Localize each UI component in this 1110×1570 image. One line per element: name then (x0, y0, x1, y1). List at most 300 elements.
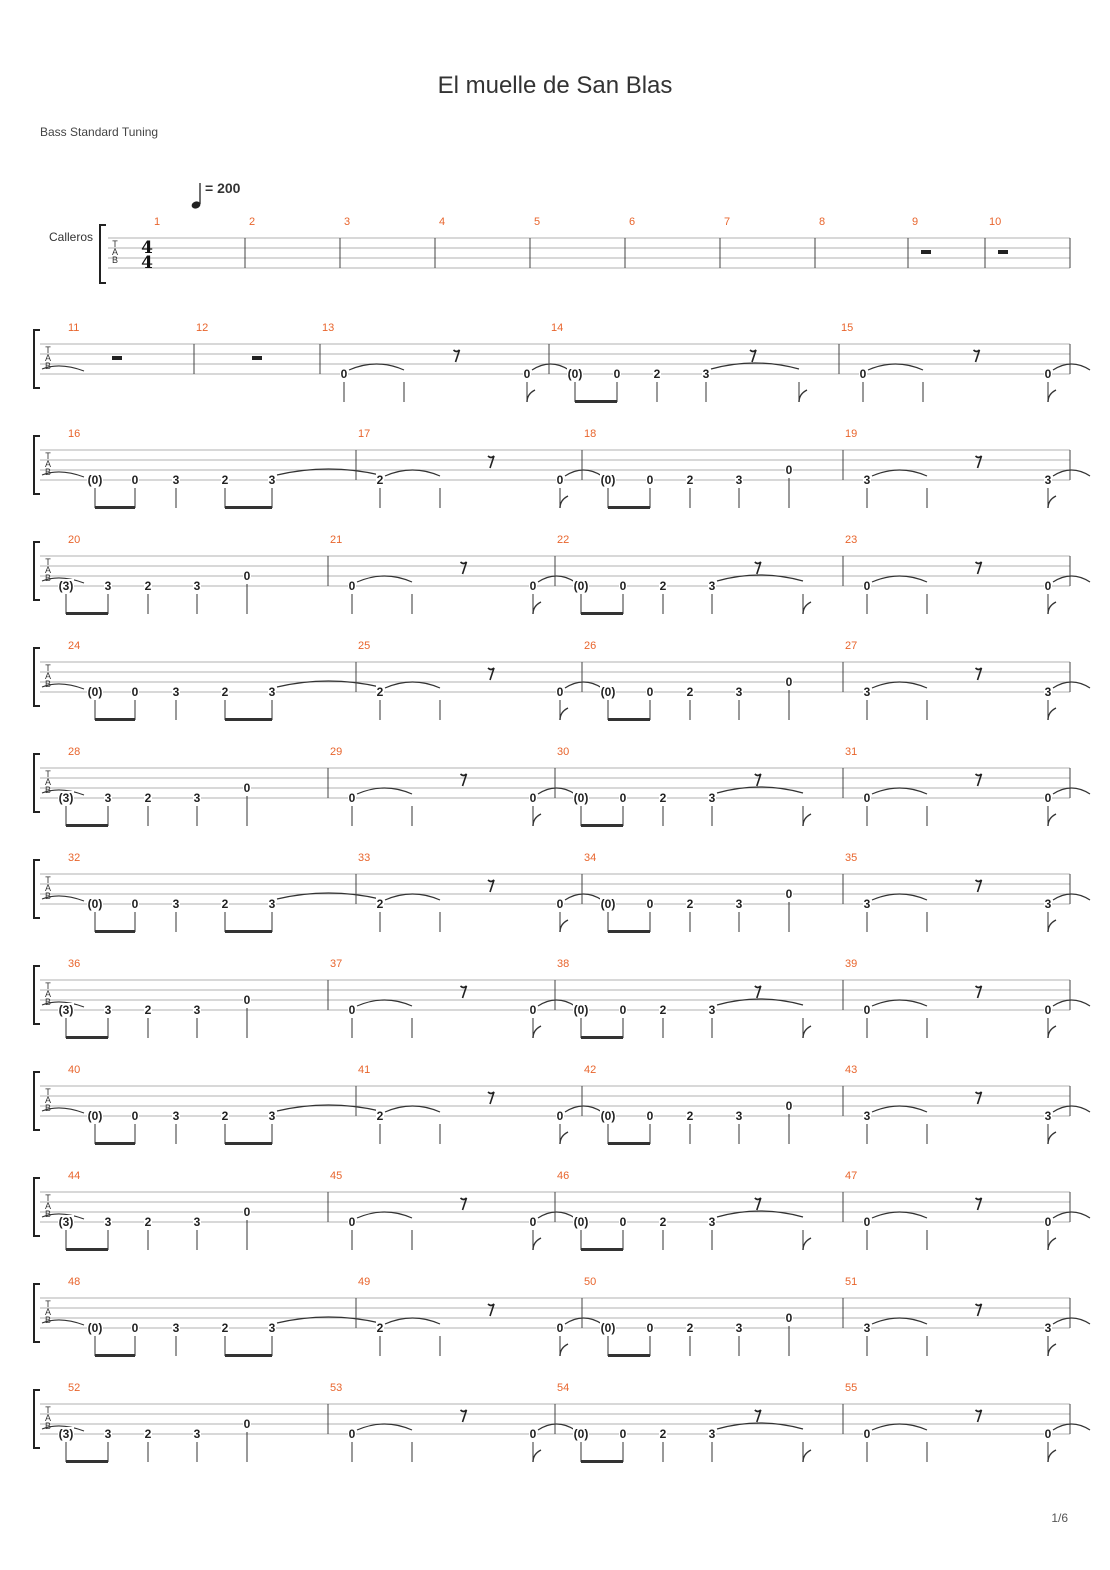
measure-number: 10 (989, 216, 1002, 228)
fret-number: (3) (58, 1427, 74, 1441)
tab-letter: B (44, 997, 52, 1007)
beam (608, 1142, 650, 1145)
system-bracket (34, 648, 40, 706)
beam (95, 930, 135, 933)
fret-number: 0 (131, 1321, 139, 1335)
measure-number: 18 (584, 428, 597, 440)
fret-number: 3 (193, 791, 201, 805)
beam (66, 612, 108, 615)
note-flag (1048, 390, 1056, 402)
tie (1053, 576, 1090, 582)
tie (1053, 1000, 1090, 1006)
fret-number: 0 (1044, 1215, 1052, 1229)
fret-number: 3 (104, 1427, 112, 1441)
fret-number: 0 (785, 887, 793, 901)
tab-letter: T (45, 345, 51, 355)
note-flag (560, 496, 568, 508)
beam (225, 506, 272, 509)
fret-number: 3 (104, 791, 112, 805)
fret-number: 3 (268, 897, 276, 911)
fret-number: 2 (221, 1109, 229, 1123)
fret-number: 0 (619, 791, 627, 805)
fret-number: 0 (646, 685, 654, 699)
tie (385, 894, 440, 900)
fret-number: 0 (348, 1215, 356, 1229)
fret-number: 0 (556, 897, 564, 911)
measure-number: 23 (845, 534, 858, 546)
fret-number: 2 (144, 1427, 152, 1441)
tie (872, 894, 927, 900)
fret-number: 3 (268, 1321, 276, 1335)
fret-number: 0 (243, 569, 251, 583)
tie (1053, 894, 1090, 900)
beam (66, 1460, 108, 1463)
fret-number: (0) (573, 1003, 589, 1017)
tie (1053, 1212, 1090, 1218)
tab-letter: A (44, 1307, 52, 1317)
beam (581, 612, 623, 615)
fret-number: 3 (702, 367, 710, 381)
fret-number: 3 (863, 685, 871, 699)
tie (1053, 470, 1090, 476)
tab-letter: T (45, 1087, 51, 1097)
eighth-rest (976, 1304, 982, 1316)
fret-number: 0 (348, 791, 356, 805)
measure-number: 43 (845, 1064, 858, 1076)
eighth-rest (755, 1198, 761, 1210)
beam (581, 1460, 623, 1463)
note-flag (1048, 1026, 1056, 1038)
fret-number: (0) (600, 1321, 616, 1335)
tab-letter: A (111, 247, 119, 257)
tie (532, 364, 569, 370)
note-flag (1048, 814, 1056, 826)
fret-number: 3 (735, 1109, 743, 1123)
fret-number: 2 (376, 685, 384, 699)
fret-number: 0 (131, 473, 139, 487)
beam (66, 1036, 108, 1039)
eighth-rest (976, 562, 982, 574)
fret-number: 2 (659, 579, 667, 593)
system-bracket (34, 754, 40, 812)
tab-letter: T (45, 875, 51, 885)
tie (385, 1106, 440, 1112)
fret-number: 3 (863, 1109, 871, 1123)
fret-number: 0 (863, 1003, 871, 1017)
fret-number: 3 (1044, 897, 1052, 911)
fret-number: 3 (193, 1215, 201, 1229)
tab-letter: B (111, 255, 119, 265)
fret-number: 0 (619, 1427, 627, 1441)
fret-number: 0 (348, 1003, 356, 1017)
system-bracket (34, 966, 40, 1024)
tab-letter: T (45, 981, 51, 991)
tab-letter: B (44, 891, 52, 901)
measure-number: 15 (841, 322, 854, 334)
fret-number: 2 (376, 1321, 384, 1335)
beam (608, 718, 650, 721)
fret-number: 0 (556, 473, 564, 487)
eighth-rest (976, 456, 982, 468)
measure-number: 33 (358, 852, 371, 864)
eighth-rest (454, 350, 460, 362)
measure-number: 52 (68, 1382, 81, 1394)
fret-number: (0) (573, 1427, 589, 1441)
beam (581, 824, 623, 827)
fret-number: 0 (619, 579, 627, 593)
eighth-rest (976, 774, 982, 786)
note-flag (533, 814, 541, 826)
fret-number: 2 (686, 897, 694, 911)
tie (872, 788, 927, 794)
tab-letter: A (44, 989, 52, 999)
fret-number: (0) (87, 685, 103, 699)
measure-number: 16 (68, 428, 81, 440)
measure-number: 31 (845, 746, 858, 758)
tie (538, 1000, 575, 1006)
fret-number: 3 (735, 685, 743, 699)
tab-letter: A (44, 353, 52, 363)
fret-number: 2 (221, 1321, 229, 1335)
beam (225, 930, 272, 933)
note-flag (1048, 1450, 1056, 1462)
tab-letter: T (45, 1405, 51, 1415)
tab-letter: T (45, 769, 51, 779)
fret-number: 0 (131, 897, 139, 911)
fret-number: 0 (556, 685, 564, 699)
eighth-rest (755, 986, 761, 998)
beam (66, 1248, 108, 1251)
tab-letter: A (44, 1413, 52, 1423)
beam (95, 1142, 135, 1145)
fret-number: 3 (863, 473, 871, 487)
fret-number: (3) (58, 1215, 74, 1229)
eighth-rest (976, 880, 982, 892)
note-flag (527, 390, 535, 402)
fret-number: 3 (193, 579, 201, 593)
system-bracket (100, 225, 106, 283)
system-bracket (34, 860, 40, 918)
tab-letter: A (44, 671, 52, 681)
eighth-rest (461, 774, 467, 786)
tab-letter: B (44, 467, 52, 477)
tie (565, 894, 602, 900)
fret-number: (0) (600, 1109, 616, 1123)
eighth-rest (461, 986, 467, 998)
tab-letter: B (44, 1421, 52, 1431)
system-bracket (34, 542, 40, 600)
measure-number: 49 (358, 1276, 371, 1288)
fret-number: 2 (221, 473, 229, 487)
fret-number: 2 (144, 1215, 152, 1229)
tab-letter: B (44, 1103, 52, 1113)
tie (872, 1000, 927, 1006)
note-flag (803, 1450, 811, 1462)
fret-number: (0) (600, 473, 616, 487)
note-flag (1048, 496, 1056, 508)
page-number: 1/6 (1051, 1511, 1068, 1525)
eighth-rest (755, 562, 761, 574)
fret-number: 0 (863, 1215, 871, 1229)
note-flag (803, 602, 811, 614)
system-bracket (34, 330, 40, 388)
fret-number: 2 (659, 791, 667, 805)
beam (581, 1036, 623, 1039)
tie (872, 470, 927, 476)
fret-number: 0 (131, 1109, 139, 1123)
fret-number: 3 (708, 579, 716, 593)
tie (872, 1106, 927, 1112)
fret-number: 3 (104, 579, 112, 593)
tab-letter: B (44, 785, 52, 795)
measure-number: 14 (551, 322, 564, 334)
fret-number: 3 (268, 685, 276, 699)
tab-letter: T (45, 663, 51, 673)
fret-number: 3 (863, 1321, 871, 1335)
tie (385, 682, 440, 688)
beam (95, 506, 135, 509)
eighth-rest (488, 668, 494, 680)
tie (357, 1212, 412, 1218)
tie (872, 1212, 927, 1218)
tab-letter: A (44, 1201, 52, 1211)
note-flag (803, 1238, 811, 1250)
fret-number: 3 (193, 1427, 201, 1441)
note-flag (803, 814, 811, 826)
system-bracket (34, 436, 40, 494)
fret-number: 0 (556, 1109, 564, 1123)
fret-number: (3) (58, 1003, 74, 1017)
eighth-rest (488, 1304, 494, 1316)
measure-number: 39 (845, 958, 858, 970)
measure-number: 26 (584, 640, 597, 652)
fret-number: 3 (1044, 1321, 1052, 1335)
system-bracket (34, 1178, 40, 1236)
tie (872, 1318, 927, 1324)
measure-number: 24 (68, 640, 81, 652)
fret-number: 0 (1044, 1427, 1052, 1441)
tie (538, 1424, 575, 1430)
fret-number: (0) (600, 897, 616, 911)
fret-number: 3 (708, 791, 716, 805)
fret-number: 3 (1044, 1109, 1052, 1123)
fret-number: 0 (340, 367, 348, 381)
fret-number: 0 (243, 1417, 251, 1431)
eighth-rest (461, 562, 467, 574)
system-bracket (34, 1072, 40, 1130)
fret-number: 0 (131, 685, 139, 699)
fret-number: 0 (863, 791, 871, 805)
tie (385, 470, 440, 476)
fret-number: 2 (686, 685, 694, 699)
measure-number: 54 (557, 1382, 570, 1394)
measure-number: 9 (912, 216, 919, 228)
tie (872, 576, 927, 582)
fret-number: 0 (1044, 367, 1052, 381)
measure-number: 51 (845, 1276, 858, 1288)
measure-number: 34 (584, 852, 597, 864)
measure-number: 47 (845, 1170, 858, 1182)
beam (608, 506, 650, 509)
tab-letter: B (44, 361, 52, 371)
tie (1053, 1318, 1090, 1324)
fret-number: (0) (573, 1215, 589, 1229)
tie (872, 1424, 927, 1430)
measure-number: 5 (534, 216, 541, 228)
beam (225, 1354, 272, 1357)
beam (95, 1354, 135, 1357)
fret-number: 0 (619, 1003, 627, 1017)
fret-number: 3 (172, 1321, 180, 1335)
fret-number: (0) (573, 579, 589, 593)
eighth-rest (488, 880, 494, 892)
fret-number: 0 (785, 1311, 793, 1325)
eighth-rest (976, 1198, 982, 1210)
fret-number: 2 (659, 1003, 667, 1017)
fret-number: 3 (1044, 473, 1052, 487)
fret-number: 0 (613, 367, 621, 381)
fret-number: 3 (193, 1003, 201, 1017)
tab-letter: A (44, 565, 52, 575)
tab-letter: A (44, 883, 52, 893)
tab-letter: B (44, 679, 52, 689)
fret-number: 0 (243, 993, 251, 1007)
measure-number: 27 (845, 640, 858, 652)
fret-number: 0 (785, 1099, 793, 1113)
tempo-marking: = 200 (205, 180, 241, 196)
fret-number: 3 (708, 1003, 716, 1017)
fret-number: 0 (556, 1321, 564, 1335)
eighth-rest (976, 668, 982, 680)
note-flag (560, 708, 568, 720)
tab-letter: T (45, 1193, 51, 1203)
fret-number: (0) (600, 685, 616, 699)
tab-letter: T (45, 557, 51, 567)
measure-number: 7 (724, 216, 731, 228)
fret-number: 0 (863, 579, 871, 593)
tab-letter: B (44, 573, 52, 583)
measure-number: 22 (557, 534, 570, 546)
tie (872, 682, 927, 688)
fret-number: 3 (708, 1215, 716, 1229)
measure-number: 30 (557, 746, 570, 758)
score-title: El muelle de San Blas (437, 72, 673, 99)
tie (1053, 1424, 1090, 1430)
fret-number: 3 (104, 1003, 112, 1017)
fret-number: (0) (87, 897, 103, 911)
fret-number: 0 (859, 367, 867, 381)
measure-number: 6 (629, 216, 636, 228)
beam (95, 718, 135, 721)
fret-number: 2 (221, 685, 229, 699)
tie (538, 576, 575, 582)
tie (565, 470, 602, 476)
tie (357, 576, 412, 582)
fret-number: 3 (172, 685, 180, 699)
fret-number: (3) (58, 579, 74, 593)
fret-number: 3 (104, 1215, 112, 1229)
measure-number: 11 (68, 322, 80, 334)
tab-letter: B (44, 1209, 52, 1219)
fret-number: 3 (708, 1427, 716, 1441)
measure-number: 44 (68, 1170, 81, 1182)
system-bracket (34, 1390, 40, 1448)
fret-number: 3 (735, 473, 743, 487)
fret-number: 2 (376, 1109, 384, 1123)
measure-number: 35 (845, 852, 858, 864)
fret-number: 0 (243, 1205, 251, 1219)
eighth-rest (755, 1410, 761, 1422)
fret-number: (0) (573, 791, 589, 805)
tie (538, 788, 575, 794)
measure-number: 3 (344, 216, 351, 228)
fret-number: 3 (268, 1109, 276, 1123)
tie (357, 1424, 412, 1430)
measure-number: 28 (68, 746, 81, 758)
note-flag (799, 390, 807, 402)
half-rest (252, 356, 262, 360)
tuning-label: Bass Standard Tuning (40, 125, 159, 139)
fret-number: 0 (1044, 1003, 1052, 1017)
measure-number: 41 (358, 1064, 371, 1076)
fret-number: 0 (529, 1003, 537, 1017)
fret-number: 0 (529, 1427, 537, 1441)
beam (66, 824, 108, 827)
fret-number: 0 (785, 463, 793, 477)
fret-number: 3 (172, 1109, 180, 1123)
fret-number: 0 (785, 675, 793, 689)
note-flag (1048, 602, 1056, 614)
eighth-rest (461, 1198, 467, 1210)
fret-number: 0 (529, 791, 537, 805)
tie (385, 1318, 440, 1324)
fret-number: 2 (144, 579, 152, 593)
measure-number: 13 (322, 322, 335, 334)
measure-number: 45 (330, 1170, 343, 1182)
eighth-rest (750, 350, 756, 362)
fret-number: 3 (268, 473, 276, 487)
beam (575, 400, 617, 403)
tab-letter: T (45, 451, 51, 461)
tab-letter: A (44, 1095, 52, 1105)
fret-number: 2 (221, 897, 229, 911)
tab-letter: T (112, 239, 118, 249)
tie (1053, 788, 1090, 794)
measure-number: 25 (358, 640, 371, 652)
note-flag (1048, 1238, 1056, 1250)
fret-number: 2 (144, 1003, 152, 1017)
fret-number: (0) (87, 1109, 103, 1123)
tie (1053, 682, 1090, 688)
fret-number: (0) (87, 1321, 103, 1335)
fret-number: 2 (376, 473, 384, 487)
note-flag (560, 1132, 568, 1144)
note-flag (803, 1026, 811, 1038)
measure-number: 48 (68, 1276, 81, 1288)
eighth-rest (976, 1410, 982, 1422)
tie (565, 1318, 602, 1324)
fret-number: 0 (646, 473, 654, 487)
tab-letter: A (44, 777, 52, 787)
eighth-rest (976, 1092, 982, 1104)
measure-number: 17 (358, 428, 371, 440)
fret-number: 2 (686, 1109, 694, 1123)
measure-number: 19 (845, 428, 858, 440)
fret-number: (0) (87, 473, 103, 487)
measure-number: 1 (154, 216, 161, 228)
note-flag (1048, 920, 1056, 932)
half-rest (112, 356, 122, 360)
